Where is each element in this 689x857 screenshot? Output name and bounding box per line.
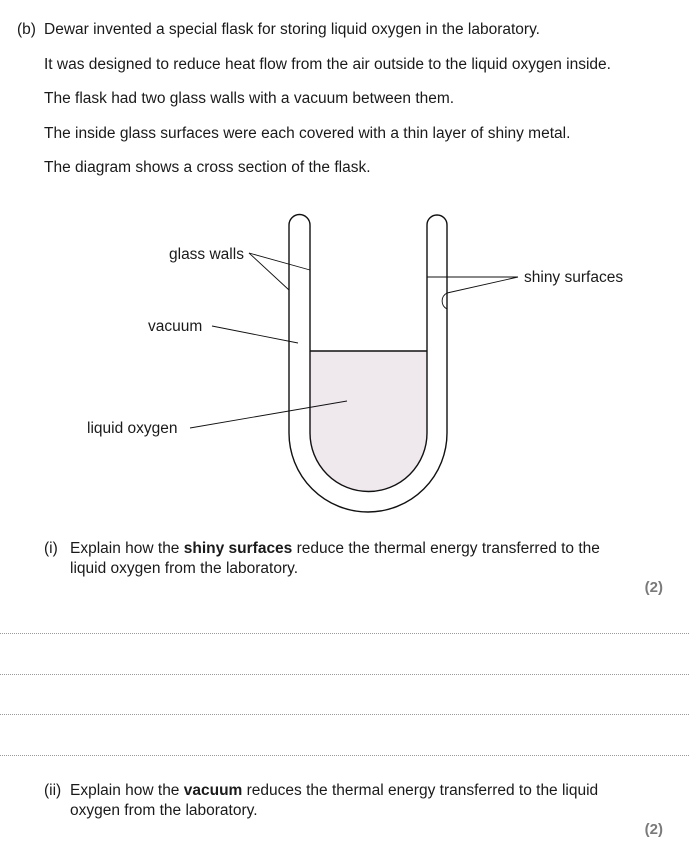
question-ii-text-after: reduces the thermal energy transferred to the liquid	[242, 782, 599, 799]
question-ii-text-before: Explain how the	[70, 782, 184, 799]
answer-line-i-2[interactable]	[0, 674, 689, 675]
part-b-label: (b)	[17, 21, 36, 38]
question-ii-text	[70, 781, 598, 801]
question-i-bold: shiny surfaces	[183, 540, 293, 557]
answer-line-i-4[interactable]	[0, 755, 689, 756]
vacuum-label: vacuum	[148, 318, 203, 335]
question-ii-text-line2: oxygen from the laboratory.	[70, 802, 258, 819]
shiny-surfaces-leader-2	[447, 277, 518, 293]
right-wall-top	[427, 215, 447, 225]
intro-line-5: The diagram shows a cross section of the flask.	[44, 159, 371, 176]
question-ii-bold: vacuum	[183, 782, 243, 799]
question-ii-marks: (2)	[644, 821, 663, 838]
intro-line-2: It was designed to reduce heat flow from the air outside to the liquid oxygen inside.	[44, 56, 611, 73]
shiny-surfaces-label: shiny surfaces	[524, 269, 624, 286]
intro-line-3: The flask had two glass walls with a vacuum between them.	[44, 90, 455, 107]
question-ii-label: (ii)	[44, 782, 62, 799]
intro-line-1: Dewar invented a special flask for storing liquid oxygen in the laboratory.	[44, 21, 540, 38]
question-i-text-before: Explain how the	[70, 540, 184, 557]
answer-line-i-3[interactable]	[0, 714, 689, 715]
liquid-oxygen-fill	[310, 351, 427, 492]
question-i-text	[70, 539, 600, 559]
answer-line-i-1[interactable]	[0, 633, 689, 634]
question-i-label: (i)	[44, 540, 58, 557]
shiny-surface-marker	[442, 293, 447, 309]
liquid-oxygen-label: liquid oxygen	[87, 420, 178, 437]
intro-line-4: The inside glass surfaces were each covered with a thin layer of shiny metal.	[44, 125, 571, 142]
question-i-text-line2: liquid oxygen from the laboratory.	[70, 560, 299, 577]
question-i-marks: (2)	[644, 579, 663, 596]
left-wall-top	[289, 215, 310, 226]
glass-walls-label: glass walls	[169, 246, 244, 263]
vacuum-leader	[212, 326, 298, 343]
question-i-text-after: reduce the thermal energy transferred to the	[292, 540, 600, 557]
